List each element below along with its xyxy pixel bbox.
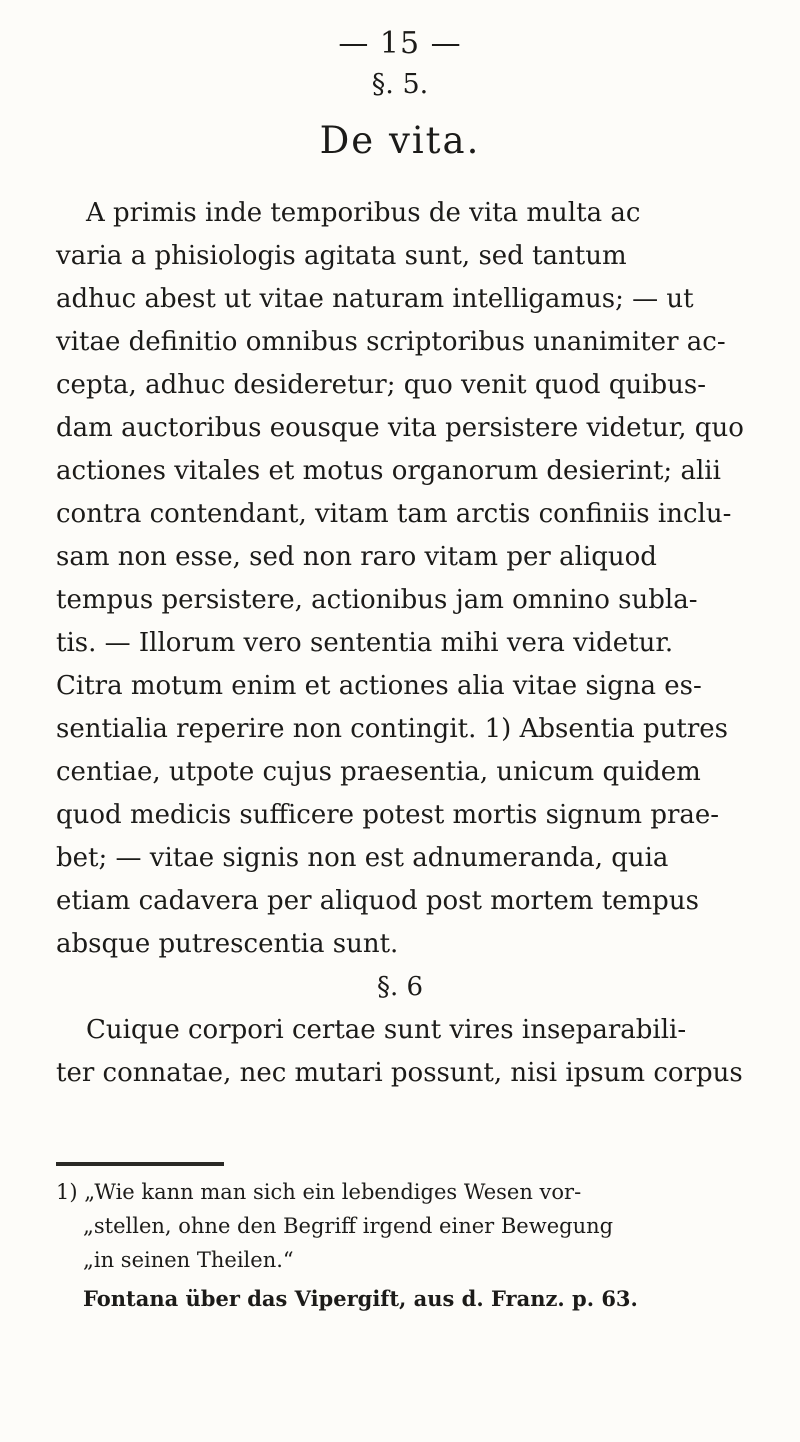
- paragraph-line: quod medicis sufficere potest mortis signum prae-: [56, 800, 720, 830]
- section-number-2: §. 6: [376, 972, 424, 1002]
- paragraph-line: bet; — vitae signis non est adnumeranda, quia: [56, 843, 669, 873]
- paragraph-line: sam non esse, sed non raro vitam per aliquod: [56, 542, 657, 572]
- paragraph-line: contra contendant, vitam tam arctis confiniis inclu-: [56, 499, 732, 529]
- paragraph-line: vitae definitio omnibus scriptoribus unanimiter ac-: [56, 327, 726, 357]
- footnote-line: „stellen, ohne den Begriff irgend einer Bewegung: [83, 1214, 614, 1238]
- paragraph-line: dam auctoribus eousque vita persistere videtur, quo: [56, 413, 744, 443]
- paragraph-line: adhuc abest ut vitae naturam intelligamus; — ut: [56, 284, 694, 314]
- paragraph-line: cepta, adhuc desideretur; quo venit quod quibus-: [56, 370, 707, 400]
- paragraph-line: varia a phisiologis agitata sunt, sed tantum: [56, 241, 627, 271]
- footnote-line: 1) „Wie kann man sich ein lebendiges Wesen vor-: [56, 1180, 582, 1204]
- paragraph-line: ter connatae, nec mutari possunt, nisi ipsum corpus: [56, 1058, 743, 1088]
- section-number: §. 5.: [371, 69, 429, 100]
- paragraph-line: sentialia reperire non contingit. 1) Absentia putres: [56, 714, 728, 744]
- paragraph-line: actiones vitales et motus organorum desierint; alii: [56, 456, 721, 486]
- page-header: — 15 —: [338, 26, 462, 61]
- paragraph-line: tempus persistere, actionibus jam omnino subla-: [56, 585, 698, 615]
- paragraph-line: absque putrescentia sunt.: [56, 929, 399, 959]
- footnote-line: „in seinen Theilen.“: [83, 1248, 294, 1272]
- paragraph-line: A primis inde temporibus de vita multa ac: [86, 198, 641, 228]
- paragraph-line: centiae, utpote cujus praesentia, unicum quidem: [56, 757, 701, 787]
- section-title: De vita.: [319, 119, 481, 162]
- paragraph-line: Cuique corpori certae sunt vires inseparabili-: [86, 1015, 687, 1045]
- paragraph-line: Citra motum enim et actiones alia vitae signa es-: [56, 671, 702, 701]
- paragraph-line: etiam cadavera per aliquod post mortem tempus: [56, 886, 699, 916]
- footnote-source: Fontana über das Vipergift, aus d. Franz. p. 63.: [83, 1286, 638, 1311]
- footnote-separator: [56, 1162, 224, 1166]
- paragraph-line: tis. — Illorum vero sententia mihi vera videtur.: [56, 628, 674, 658]
